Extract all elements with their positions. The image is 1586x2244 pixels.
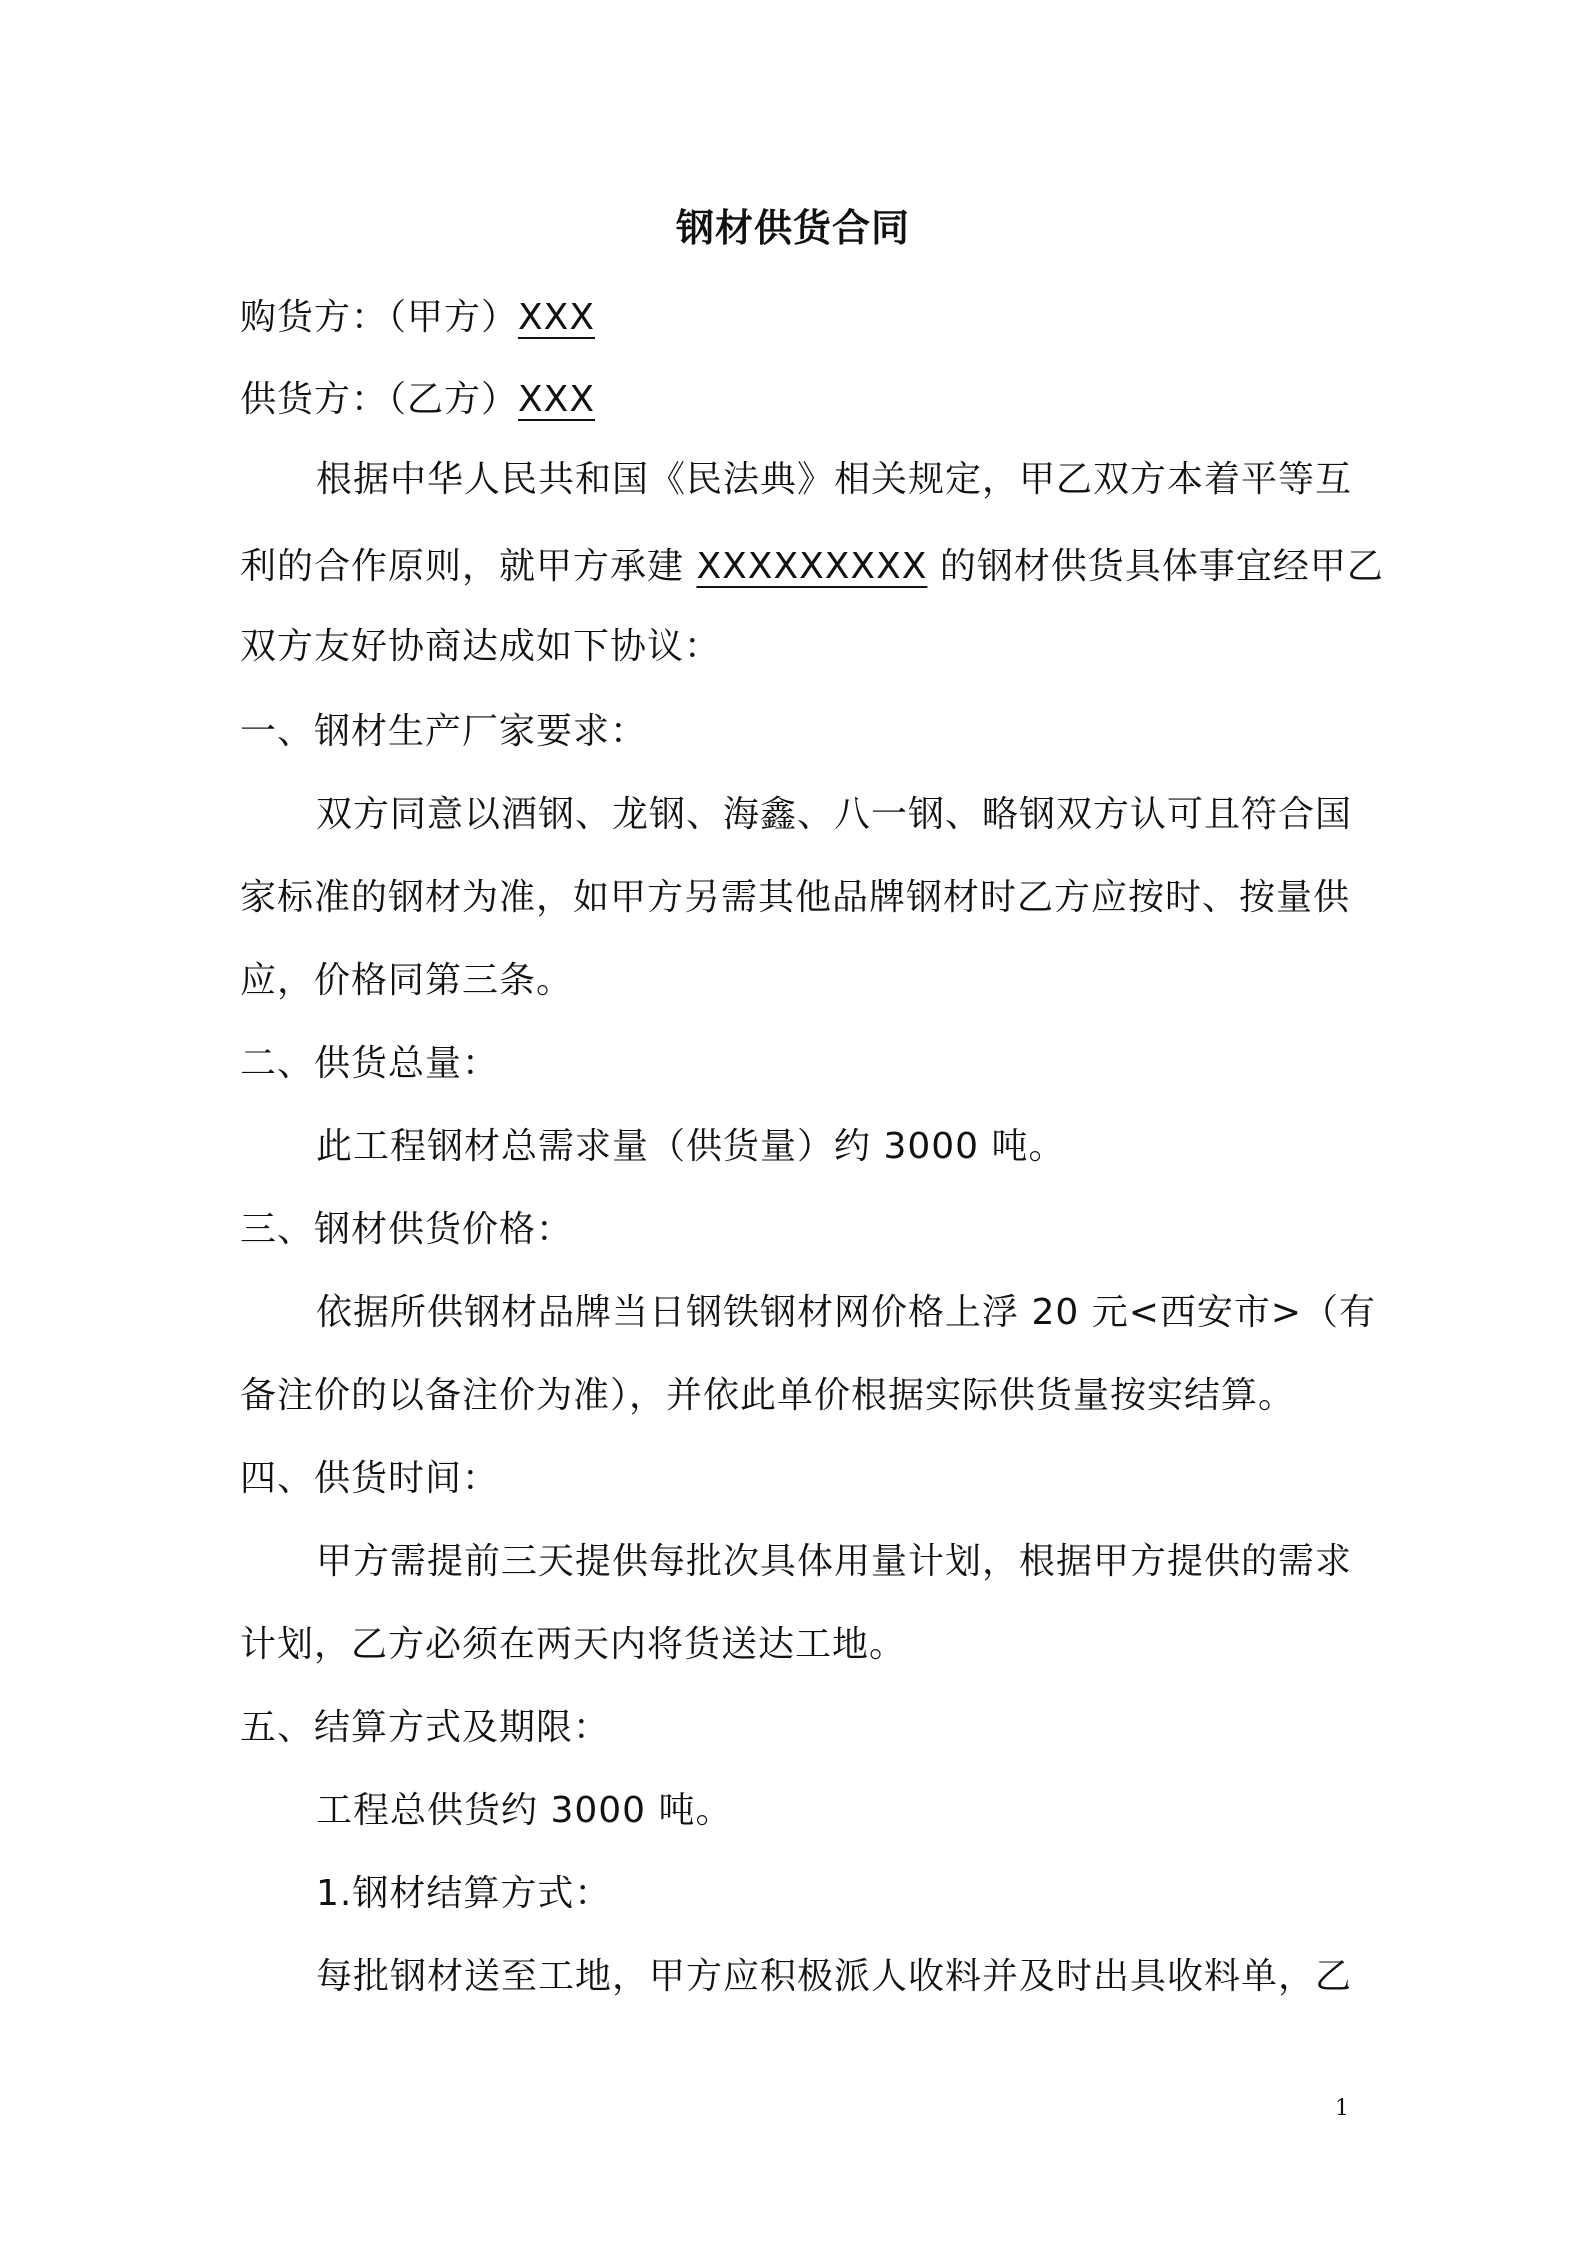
intro-line-1: 根据中华人民共和国《民法典》相关规定，甲乙双方本着平等互 (316, 459, 1353, 500)
document-title: 钢材供货合同 (675, 206, 910, 250)
intro-line-2-after: 的钢材供货具体事宜经甲乙 (927, 546, 1384, 587)
seller-label: 供货方：（乙方） (240, 379, 519, 420)
section1-line-2: 家标准的钢材为准，如甲方另需其他品牌钢材时乙方应按时、按量供 (240, 877, 1351, 918)
buyer-name: XXX (518, 297, 596, 338)
section3-line-1: 依据所供钢材品牌当日钢铁钢材网价格上浮 20 元<西安市>（有 (316, 1292, 1377, 1333)
section1-heading: 一、钢材生产厂家要求： (240, 711, 648, 752)
seller-name: XXX (518, 379, 596, 420)
intro-line-3: 双方友好协商达成如下协议： (240, 626, 722, 667)
section3-line-2: 备注价的以备注价为准），并依此单价根据实际供货量按实结算。 (240, 1375, 1296, 1416)
buyer-label: 购货方：（甲方） (240, 297, 519, 338)
section1-line-1: 双方同意以酒钢、龙钢、海鑫、八一钢、略钢双方认可且符合国 (316, 794, 1353, 835)
buyer-line (240, 288, 1360, 348)
section5-sub1-line-1: 每批钢材送至工地，甲方应积极派人收料并及时出具收料单，乙 (316, 1956, 1353, 1997)
section1-line-3: 应，价格同第三条。 (240, 960, 574, 1001)
section5-line-1: 工程总供货约 3000 吨。 (316, 1790, 733, 1831)
seller-line (240, 370, 1360, 430)
section2-line-1: 此工程钢材总需求量（供货量）约 3000 吨。 (316, 1126, 1066, 1167)
section5-sub1-heading: 1.钢材结算方式： (316, 1873, 612, 1914)
section5-heading: 五、结算方式及期限： (240, 1707, 611, 1748)
section4-line-2: 计划，乙方必须在两天内将货送达工地。 (240, 1624, 907, 1665)
section3-heading: 三、钢材供货价格： (240, 1209, 574, 1250)
page-number: 1 (1335, 2096, 1349, 2121)
section2-heading: 二、供货总量： (240, 1043, 500, 1084)
section4-heading: 四、供货时间： (240, 1458, 500, 1499)
project-name: XXXXXXXXX (696, 546, 928, 587)
intro-line-2 (240, 537, 1384, 597)
intro-line-2-before: 利的合作原则，就甲方承建 (240, 546, 697, 587)
section4-line-1: 甲方需提前三天提供每批次具体用量计划，根据甲方提供的需求 (316, 1541, 1353, 1582)
